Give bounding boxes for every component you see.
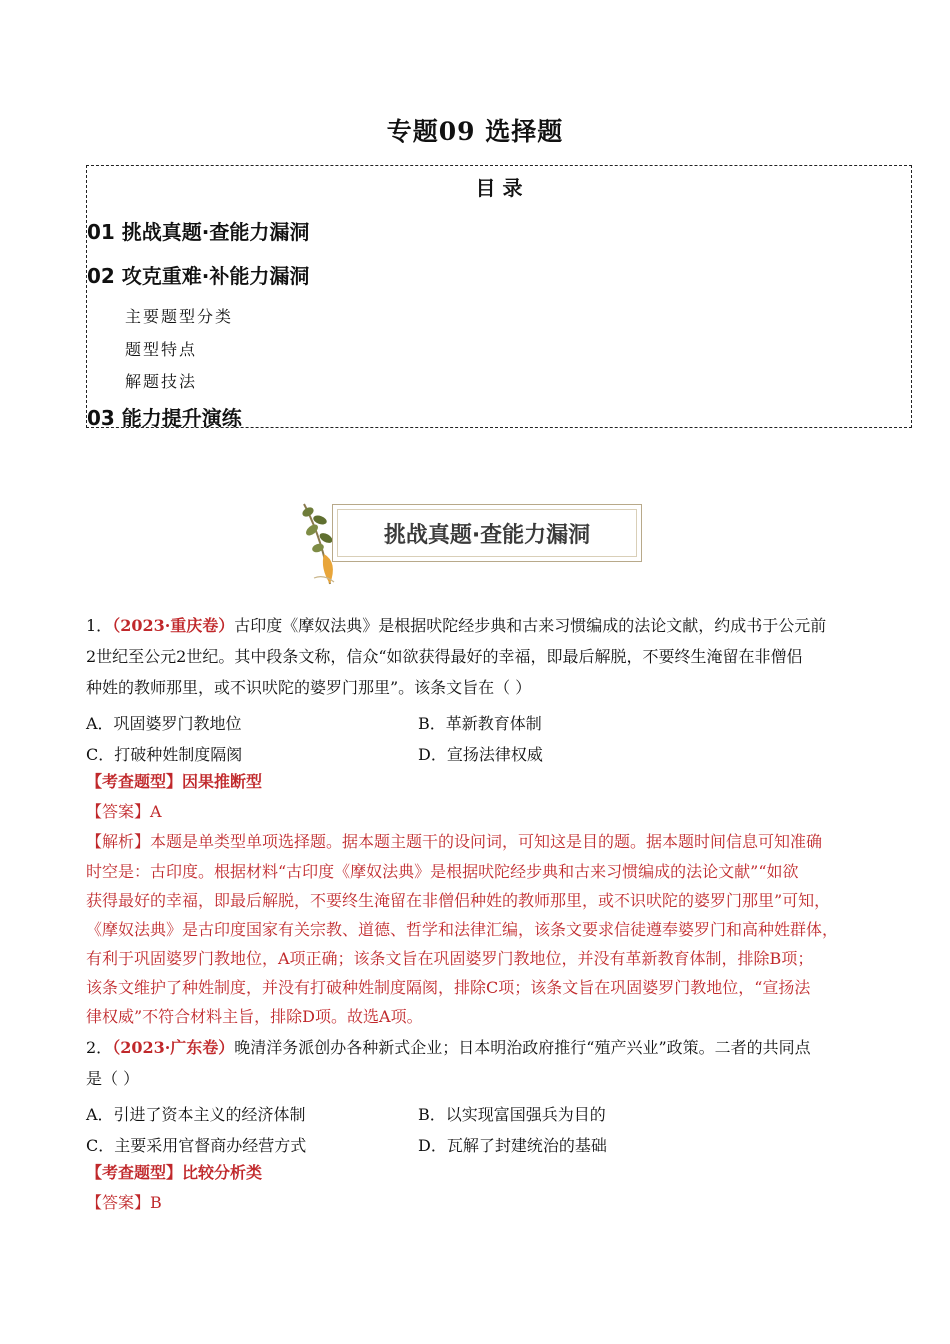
q2-source: （2023·广东卷） xyxy=(112,1038,235,1057)
toc-subitem-features[interactable]: 题型特点 xyxy=(125,340,198,359)
q2-option-a[interactable]: A．引进了资本主义的经济体制 xyxy=(86,1105,306,1124)
banner-frame xyxy=(332,504,642,562)
toc-section-01[interactable]: 01 挑战真题·查能力漏洞 xyxy=(87,220,310,244)
q2-option-d[interactable]: D．瓦解了封建统治的基础 xyxy=(418,1136,607,1155)
q1-analysis-line-1: 【解析】本题是单类型单项选择题。据本题主题干的设问词，可知这是目的题。据本题时间信息可知准确 xyxy=(86,832,823,851)
q1-analysis-line-3: 获得最好的幸福，即最后解脱，不要终生淹留在非僧侣种姓的教师那里，或不识吠陀的婆罗门那里”可知， xyxy=(86,891,831,910)
toc-subitem-types[interactable]: 主要题型分类 xyxy=(125,307,234,326)
table-of-contents xyxy=(86,165,912,428)
q1-stem-line-3: 种姓的教师那里，或不识吠陀的婆罗门那里”。该条文旨在（ ） xyxy=(86,678,532,697)
toc-subitem-techniques[interactable]: 解题技法 xyxy=(125,372,198,391)
q1-stem-line-1 xyxy=(86,616,826,636)
q2-option-c[interactable]: C．主要采用官督商办经营方式 xyxy=(86,1136,307,1155)
q2-answer: 【答案】B xyxy=(86,1193,162,1212)
q1-option-a[interactable]: A．巩固婆罗门教地位 xyxy=(86,714,242,733)
q1-option-d[interactable]: D．宣扬法律权威 xyxy=(418,745,543,764)
q2-stem-line-2: 是（ ） xyxy=(86,1069,140,1088)
q2-option-b[interactable]: B．以实现富国强兵为目的 xyxy=(418,1105,606,1124)
q1-stem-text-1: 古印度《摩奴法典》是根据吠陀经步典和古来习惯编成的法论文献，约成书于公元前 xyxy=(234,616,827,635)
page-title: 专题09 选择题 xyxy=(386,117,564,146)
q1-stem-line-2: 2世纪至公元2世纪。其中段条文称，信众“如欲获得最好的幸福，即最后解脱，不要终生淹留在非僧侣 xyxy=(86,647,803,666)
q1-source: （2023·重庆卷） xyxy=(112,616,235,635)
q1-analysis-line-5: 有利于巩固婆罗门教地位，A项正确；该条文旨在巩固婆罗门教地位，并没有革新教育体制，排除B项； xyxy=(86,949,814,968)
q2-type-label: 【考查题型】比较分析类 xyxy=(86,1163,263,1182)
q1-analysis-line-7: 律权威”不符合材料主旨，排除D项。故选A项。 xyxy=(86,1007,423,1026)
banner-title: 挑战真题·查能力漏洞 xyxy=(383,523,591,548)
q2-stem-line-1 xyxy=(86,1038,811,1058)
toc-section-02[interactable]: 02 攻克重难·补能力漏洞 xyxy=(87,264,310,288)
q1-analysis-line-4: 《摩奴法典》是古印度国家有关宗教、道德、哲学和法律汇编，该条文要求信徒遵奉婆罗门和高种姓群体， xyxy=(86,920,839,939)
section-banner xyxy=(294,498,646,588)
q2-stem-text-1: 晚清洋务派创办各种新式企业；日本明治政府推行“殖产兴业”政策。二者的共同点 xyxy=(234,1038,811,1057)
q1-number: 1． xyxy=(86,616,113,635)
q1-analysis-line-2: 时空是：古印度。根据材料“古印度《摩奴法典》是根据吠陀经步典和古来习惯编成的法论文献”“如欲 xyxy=(86,862,799,881)
q1-type-label: 【考查题型】因果推断型 xyxy=(86,772,263,791)
q1-option-b[interactable]: B．革新教育体制 xyxy=(418,714,542,733)
q2-number: 2． xyxy=(86,1038,113,1057)
toc-heading: 目 录 xyxy=(475,176,523,200)
q1-analysis-line-6: 该条文维护了种姓制度，并没有打破种姓制度隔阂，排除C项；该条文旨在巩固婆罗门教地位，“宣扬法 xyxy=(86,978,811,997)
toc-section-03[interactable]: 03 能力提升演练 xyxy=(87,406,242,430)
q1-answer: 【答案】A xyxy=(86,802,162,821)
q1-option-c[interactable]: C．打破种姓制度隔阂 xyxy=(86,745,243,764)
